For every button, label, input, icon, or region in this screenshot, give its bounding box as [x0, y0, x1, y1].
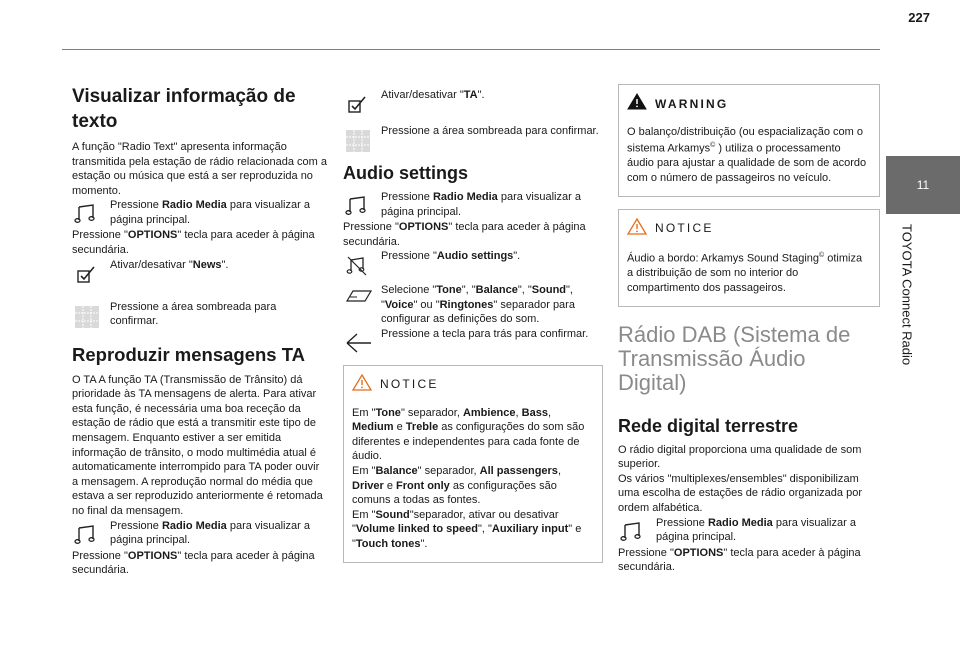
instruction-step: Ativar/desativar "News".	[72, 258, 327, 288]
notice-box	[618, 209, 880, 307]
notice-label: NOTICE	[655, 221, 714, 236]
instruction-step: Pressione Radio Media para visualizar a página principal.	[343, 190, 603, 220]
page-number: 227	[908, 10, 930, 25]
chapter-tab[interactable]: 11	[886, 156, 960, 214]
warning-triangle-icon	[627, 218, 647, 240]
music-note-icon	[74, 203, 100, 225]
instruction-step: Pressione Radio Media para visualizar a página principal.	[72, 198, 327, 228]
top-divider	[62, 49, 880, 50]
paragraph: A função "Radio Text" apresenta informação transmitida pela estação de rádio relacionada com a estação ou música que está a ser reproduzida no momento.	[72, 141, 327, 197]
paragraph: Em "Sound"separador, ativar ou desativar "Volume linked to speed", "Auxiliary input" e "Touch tones".	[352, 508, 582, 550]
section-title: Reproduzir mensagens TA	[72, 343, 306, 365]
paragraph: Em "Tone" separador, Ambience, Bass, Medium e Treble as configurações do som são diferentes e independentes para cada fonte de áudio.	[352, 406, 585, 463]
checkbox-icon	[345, 93, 371, 115]
chapter-title	[889, 222, 929, 442]
paragraph: O rádio digital proporciona uma qualidade de som superior.	[618, 443, 862, 471]
instruction-step: Pressione Radio Media para visualizar a página principal.	[72, 519, 327, 549]
shaded-area-icon	[74, 305, 100, 327]
tab-select-icon	[345, 288, 371, 310]
instruction-step: Pressione a tecla para trás para confirmar.	[343, 327, 603, 357]
instruction-step: Selecione "Tone", "Balance", "Sound", "Voice" ou "Ringtones" separador para configurar as definições do som.	[343, 283, 603, 327]
column-3	[618, 84, 880, 575]
paragraph: O balanço/distribuição (ou espacialização com o sistema Arkamys© ) utiliza o processamento áudio para ajustar a qualidade de som de acordo com o número de passageiros no veículo.	[627, 125, 867, 185]
paragraph: Pressione "OPTIONS" tecla para aceder à página secundária.	[72, 549, 315, 577]
music-note-icon	[74, 524, 100, 546]
notice-box	[343, 365, 603, 563]
paragraph: O TA A função TA (Transmissão de Trânsito) dá prioridade às TA mensagens de alerta. Para ativar esta função, é necessária uma boa receção da estação de rádio que está a transmitir este tipo de mensagem. Enquanto estiver a ser emitida informação de trânsito, o modo multimédia atual é automaticamente interrompido para TA poder ouvir a mensagem. A reprodução normal do média que estava a ser reproduzido anteriormente é retomada no final da mensagem.	[72, 373, 323, 517]
paragraph: Em "Balance" separador, All passengers, Driver e Front only as configurações são comuns a todas as fontes.	[352, 464, 561, 507]
paragraph: Os vários "multiplexes/ensembles" disponibilizam uma escolha de estações de rádio organizada por ordem alfabética.	[618, 472, 862, 515]
instruction-step: Pressione a área sombreada para confirmar.	[343, 124, 603, 154]
warning-triangle-icon	[627, 93, 647, 115]
back-arrow-icon	[345, 332, 371, 354]
paragraph: Pressione "OPTIONS" tecla para aceder à página secundária.	[343, 221, 586, 248]
warning-triangle-icon	[352, 374, 372, 396]
paragraph: Pressione "OPTIONS" tecla para aceder à página secundária.	[618, 546, 861, 574]
column-2	[343, 88, 603, 575]
shaded-area-icon	[345, 129, 371, 151]
instruction-step: Ativar/desativar "TA".	[343, 88, 603, 118]
audio-settings-icon	[345, 254, 371, 276]
warning-label: WARNING	[655, 96, 729, 111]
music-note-icon	[620, 521, 646, 543]
checkbox-icon	[74, 263, 100, 285]
section-title: Visualizar informação de texto	[72, 86, 296, 132]
instruction-step: Pressione a área sombreada para confirmar.	[72, 300, 327, 330]
paragraph: Pressione "OPTIONS" tecla para aceder à página secundária.	[72, 229, 315, 256]
warning-box	[618, 84, 880, 197]
paragraph: Áudio a bordo: Arkamys Sound Staging© otimiza a distribuição de som no interior do compartimento dos passageiros.	[627, 252, 863, 295]
music-note-icon	[345, 195, 371, 217]
column-1	[72, 84, 327, 578]
chapter-title-text: TOYOTA Connect Radio	[899, 224, 915, 366]
section-title: Audio settings	[343, 163, 468, 183]
notice-label: NOTICE	[380, 377, 439, 392]
dab-heading: Rádio DAB (Sistema de Transmissão Áudio Digital)	[618, 321, 851, 395]
section-title: Rede digital terrestre	[618, 415, 799, 436]
instruction-step: Pressione "Audio settings".	[343, 249, 603, 279]
instruction-step: Pressione Radio Media para visualizar a página principal.	[618, 516, 880, 546]
